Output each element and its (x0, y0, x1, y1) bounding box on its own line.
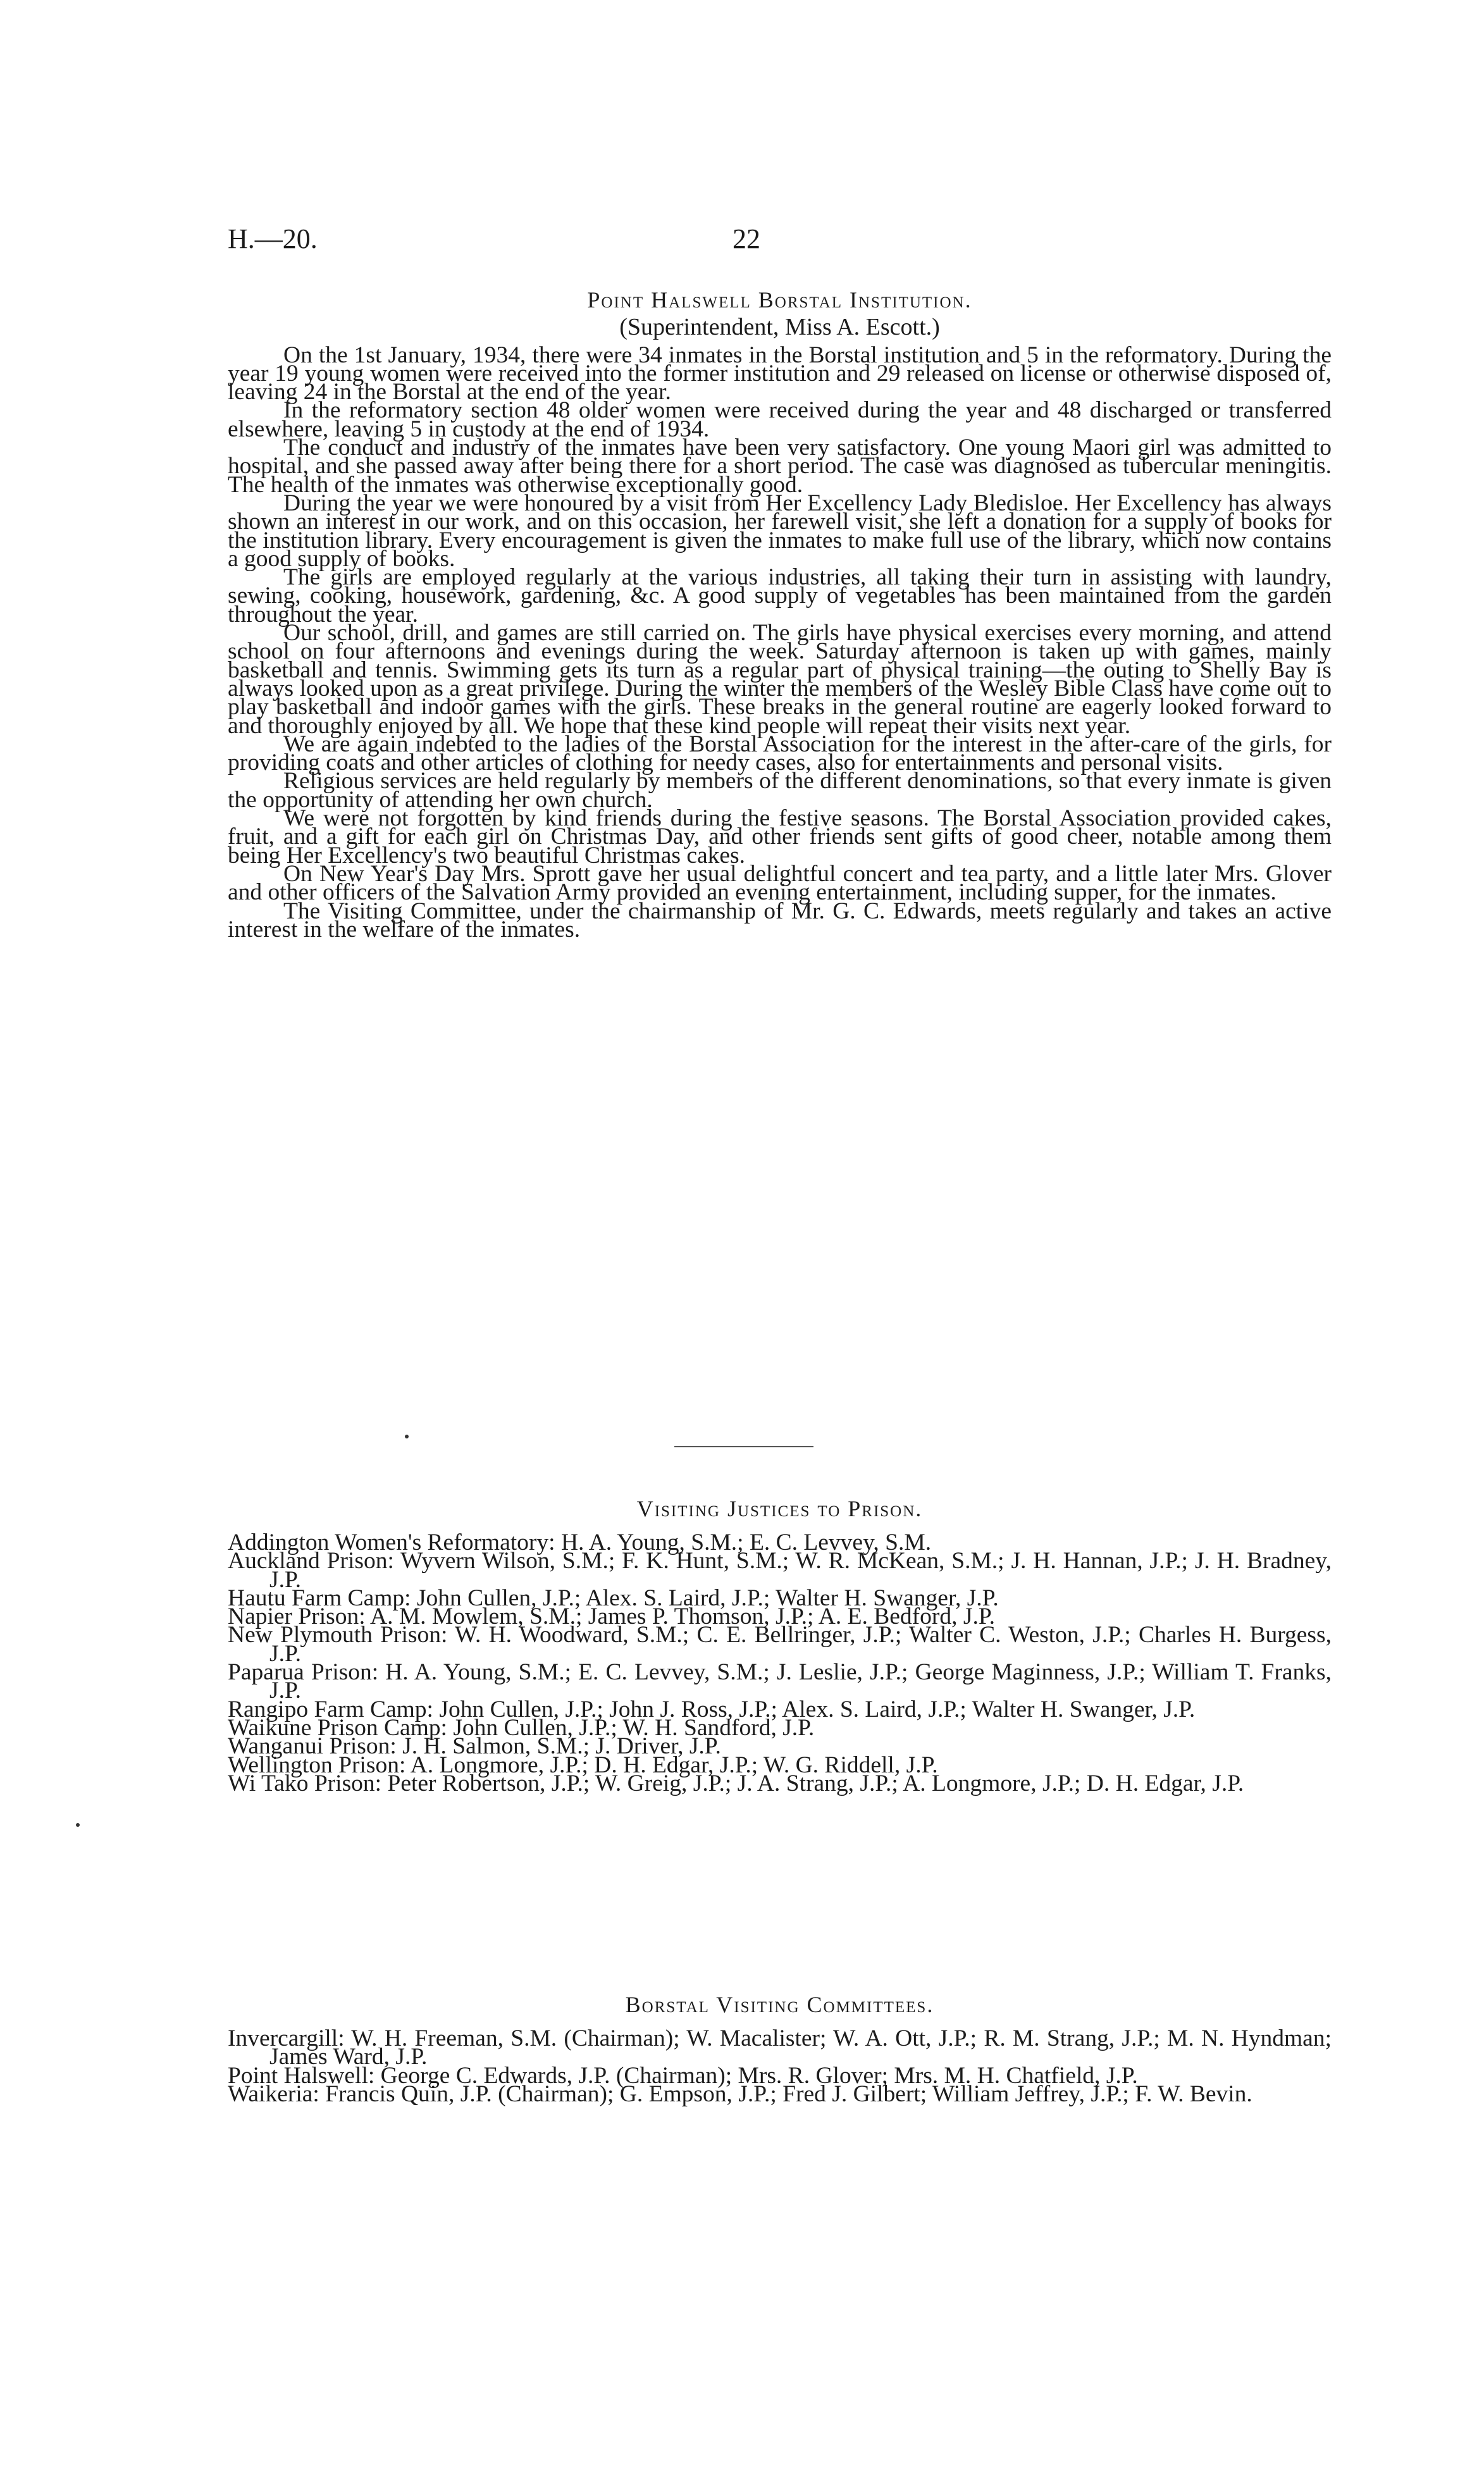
institution-report (228, 287, 1332, 943)
list-item: Paparua Prison: H. A. Young, S.M.; E. C. Levvey, S.M.; J. Leslie, J.P.; George Maginness, J.P.; William T. Franks, J.P. (228, 1659, 1332, 1704)
borstal-committees-title: Borstal Visiting Committees. (625, 1992, 934, 2017)
paragraph: On the 1st January, 1934, there were 34 inmates in the Borstal institution and 5 in the reformatory. During the year 19 young women were received into the former institution and 29 released on license or otherwise disposed of, leaving 24 in the Borstal at the end of the year. (228, 342, 1332, 405)
section-divider (674, 1446, 813, 1447)
paragraph: In the reformatory section 48 older women were received during the year and 48 discharged or transferred elsewhere, leaving 5 in custody at the end of 1934. (228, 397, 1332, 442)
list-item: Point Halswell: George C. Edwards, J.P. (Chairman); Mrs. R. Glover; Mrs. M. H. Chatfield, J.P. (228, 2062, 1138, 2089)
list-item: Hautu Farm Camp: John Cullen, J.P.; Alex. S. Laird, J.P.; Walter H. Swanger, J.P. (228, 1585, 999, 1611)
list-item: Wanganui Prison: J. H. Salmon, S.M.; J. Driver, J.P. (228, 1733, 721, 1760)
paragraph: We are again indebted to the ladies of the Borstal Association for the interest in the after-care of the girls, for providing coats and other articles of clothing for needy cases, also for entertainments and personal visits. (228, 731, 1332, 776)
list-item: Napier Prison: A. M. Mowlem, S.M.; James P. Thomson, J.P.; A. E. Bedford, J.P. (228, 1604, 995, 1630)
visiting-justices-title: Visiting Justices to Prison. (636, 1496, 923, 1521)
paragraph: The Visiting Committee, under the chairmanship of Mr. G. C. Edwards, meets regularly and takes an active interest in the welfare of the inmates. (228, 898, 1332, 943)
paragraph: We were not forgotten by kind friends during the festive seasons. The Borstal Association provided cakes, fruit, and a gift for each girl on Christmas Day, and other friends sent gifts of good cheer, notable among them being Her Excellency's two beautiful Christmas cakes. (228, 805, 1332, 869)
print-speck (76, 1823, 80, 1827)
list-item: Waikeria: Francis Quin, J.P. (Chairman); G. Empson, J.P.; Fred J. Gilbert; William Jeffrey, J.P.; F. W. Bevin. (228, 2080, 1252, 2107)
paragraph: The conduct and industry of the inmates have been very satisfactory. One young Maori girl was admitted to hospital, and she passed away after being there for a short period. The case was diagnosed as tubercular meningitis. The health of the inmates was otherwise exceptionally good. (228, 435, 1332, 498)
institution-title: Point Halswell Borstal Institution. (587, 287, 972, 312)
list-item: Auckland Prison: Wyvern Wilson, S.M.; F. K. Hunt, S.M.; W. R. McKean, S.M.; J. H. Hannan, J.P.; J. H. Bradney, J.P. (228, 1548, 1332, 1593)
borstal-committees-list (228, 2025, 1332, 2107)
list-item: Addington Women's Reformatory: H. A. Young, S.M.; E. C. Levvey, S.M. (228, 1530, 932, 1555)
print-speck (405, 1435, 409, 1438)
list-item: Wi Tako Prison: Peter Robertson, J.P.; W. Greig, J.P.; J. A. Strang, J.P.; A. Longmore, J.P.; D. H. Edgar, J.P. (228, 1770, 1244, 1796)
visiting-justices-list (228, 1530, 1332, 1796)
document-reference: H.—20. (228, 223, 318, 254)
list-item: Waikune Prison Camp: John Cullen, J.P.; W. H. Sandford, J.P. (228, 1714, 815, 1741)
paragraph: During the year we were honoured by a visit from Her Excellency Lady Bledisloe. Her Excellency has always shown an interest in our work, and on this occasion, her farewell visit, she left a donation for a supply of books for the institution library. Every encouragement is given the inmates to make full use of the library, which now contains a good supply of books. (228, 490, 1332, 572)
report-body (228, 342, 1332, 943)
superintendent-line: (Superintendent, Miss A. Escott.) (619, 314, 940, 341)
paragraph: On New Year's Day Mrs. Sprott gave her usual delightful concert and tea party, and a little later Mrs. Glover and other officers of the Salvation Army provided an evening entertainment, including supper, for the inmates. (228, 860, 1332, 906)
list-item: Wellington Prison: A. Longmore, J.P.; D. H. Edgar, J.P.; W. G. Riddell, J.P. (228, 1752, 938, 1778)
list-item: New Plymouth Prison: W. H. Woodward, S.M.; C. E. Bellringer, J.P.; Walter C. Weston, J.P.; Charles H. Burgess, J.P. (228, 1622, 1332, 1667)
list-item: Rangipo Farm Camp: John Cullen, J.P.; John J. Ross, J.P.; Alex. S. Laird, J.P.; Walter H. Swanger, J.P. (228, 1696, 1196, 1722)
page-number: 22 (733, 223, 760, 254)
paragraph: Our school, drill, and games are still carried on. The girls have physical exercises every morning, and attend school on four afternoons and evenings during the week. Saturday afternoon is taken up with games, mainly basketball and tennis. Swimming gets its turn as a regular part of physical training—the outing to Shelly Bay is always looked upon as a great privilege. During the winter the members of the Wesley Bible Class have come out to play basketball and indoor games with the girls. These breaks in the general routine are eagerly looked forward to and thoroughly enjoyed by all. We hope that these kind people will repeat their visits next year. (228, 620, 1332, 739)
list-item: Invercargill: W. H. Freeman, S.M. (Chairman); W. Macalister; W. A. Ott, J.P.; R. M. Strang, J.P.; M. N. Hyndman; James Ward, J.P. (228, 2025, 1332, 2070)
paragraph: The girls are employed regularly at the various industries, all taking their turn in assisting with laundry, sewing, cooking, housework, gardening, &c. A good supply of vegetables has been maintained from the garden throughout the year. (228, 564, 1332, 627)
paragraph: Religious services are held regularly by members of the different denominations, so that every inmate is given the opportunity of attending her own church. (228, 768, 1332, 813)
